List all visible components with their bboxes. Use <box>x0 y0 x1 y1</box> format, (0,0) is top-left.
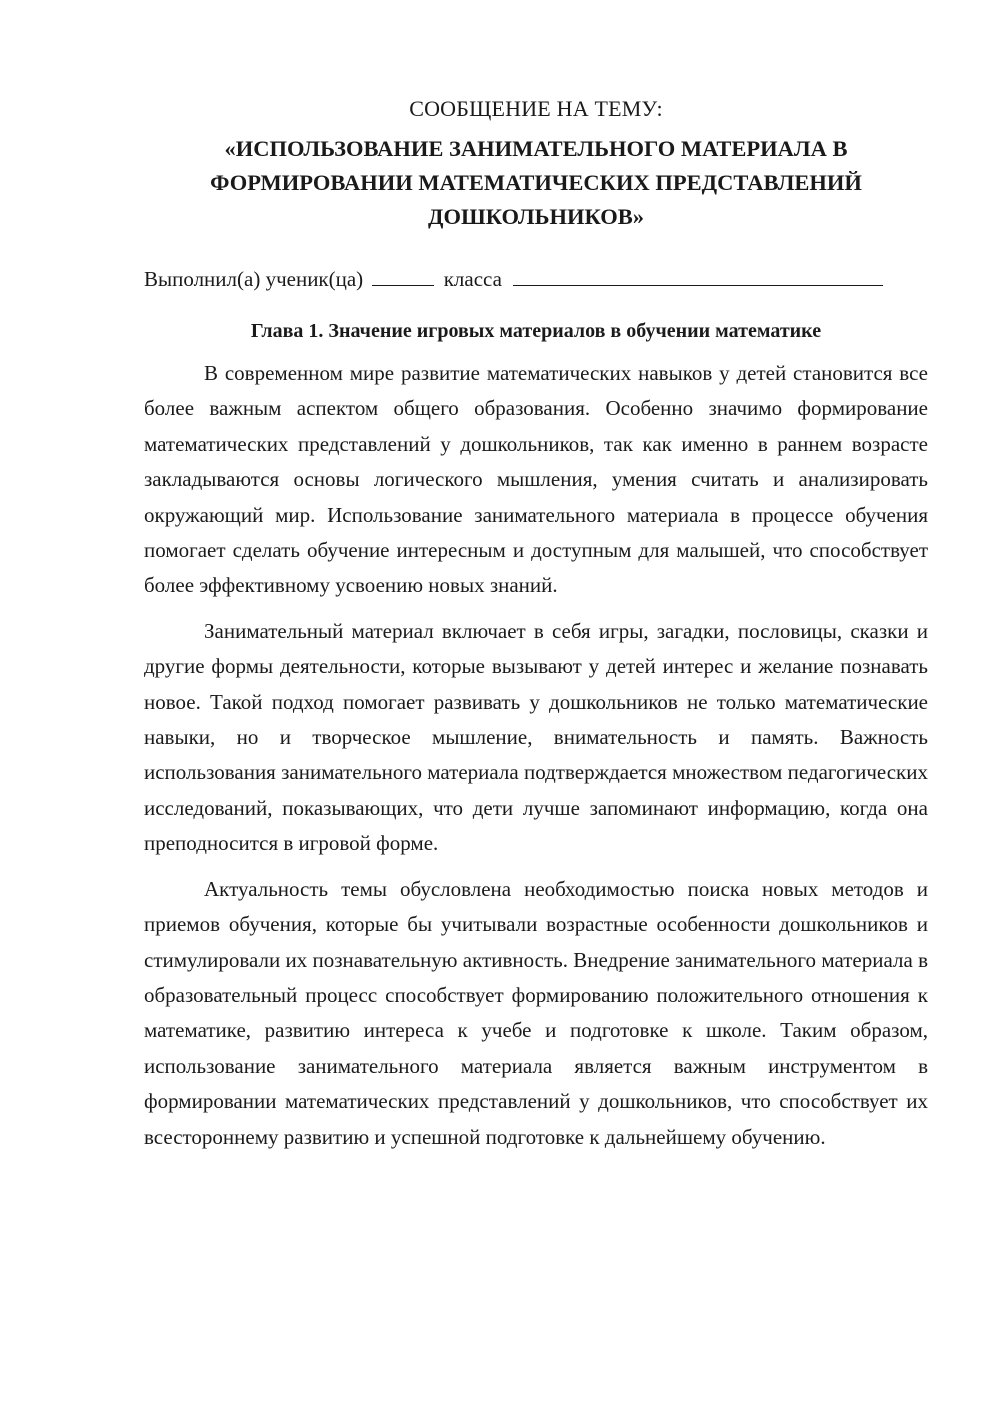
class-number-blank <box>372 267 434 286</box>
paragraph-2: Занимательный материал включает в себя игры, загадки, пословицы, сказки и другие формы деятельности, которые вызывают у детей интерес и желание познавать новое. Такой подход помогает развивать у дошкольников не только математические навыки, но и творческое мышление, внимательность и память. Важность использования занимательного материала подтверждается множеством педагогических исследований, показывающих, что дети лучше запоминают информацию, когда она преподносится в игровой форме. <box>144 618 928 856</box>
message-heading: СООБЩЕНИЕ НА ТЕМУ: <box>409 96 663 121</box>
author-line <box>144 264 928 294</box>
student-name-blank <box>513 267 883 286</box>
class-label: класса <box>443 267 502 291</box>
paragraph-3: Актуальность темы обусловлена необходимостью поиска новых методов и приемов обучения, которые бы учитывали возрастные особенности дошкольников и стимулировали их познавательную активность. Внедрение занимательного материала в образовательный процесс способствует формированию положительного отношения к математике, развитию интереса к учебе и подготовке к школе. Таким образом, использование занимательного материала является важным инструментом в формировании математических представлений у дошкольников, что способствует их всестороннему развитию и успешной подготовке к дальнейшему обучению. <box>144 876 928 1149</box>
paragraph-1: В современном мире развитие математических навыков у детей становится все более важным аспектом общего образования. Особенно значимо формирование математических представлений у дошкольников, так как именно в раннем возрасте закладываются основы логического мышления, умения считать и анализировать окружающий мир. Использование занимательного материала в процессе обучения помогает сделать обучение интересным и доступным для малышей, что способствует более эффективному усвоению новых знаний. <box>144 361 928 598</box>
author-label: Выполнил(а) ученик(ца) <box>144 267 364 291</box>
document-page <box>144 92 928 1155</box>
document-title: «ИСПОЛЬЗОВАНИЕ ЗАНИМАТЕЛЬНОГО МАТЕРИАЛА В ФОРМИРОВАНИИ МАТЕМАТИЧЕСКИХ ПРЕДСТАВЛЕНИЙ ДОШКОЛЬНИКОВ» <box>210 136 862 229</box>
chapter-title: Глава 1. Значение игровых материалов в обучении математике <box>250 320 822 342</box>
